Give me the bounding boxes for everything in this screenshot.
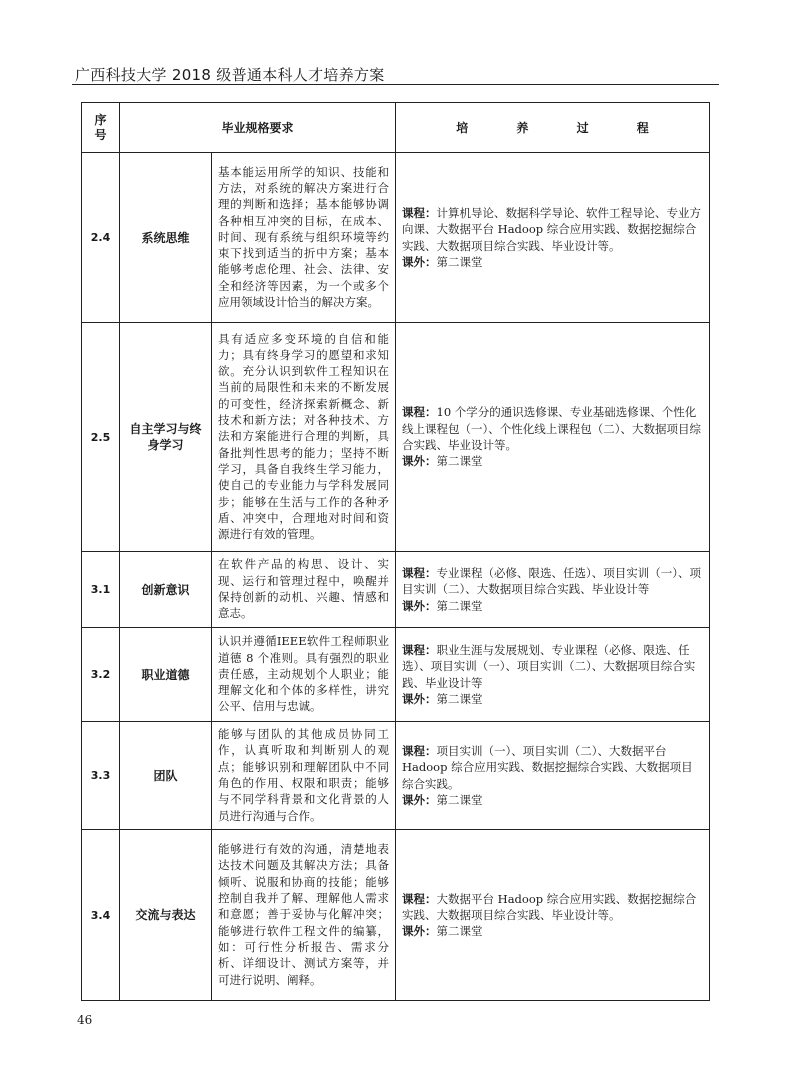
extra-line <box>402 254 703 270</box>
extra-text: 第二课堂 <box>436 454 483 469</box>
extra-line <box>402 691 703 707</box>
requirement-description: 在软件产品的构思、设计、实现、运行和管理过程中，唤醒并保持创新的动机、兴趣、情感和意志。 <box>212 552 396 628</box>
row-number: 2.5 <box>82 323 120 552</box>
extra-line <box>402 923 703 939</box>
extra-label: 课外： <box>402 254 437 269</box>
table-row <box>82 830 710 1001</box>
courses-line <box>402 642 703 691</box>
courses-line <box>402 891 703 924</box>
extra-label: 课外： <box>402 792 437 807</box>
courses-line <box>402 205 703 254</box>
table-row <box>82 153 710 323</box>
requirement-name: 系统思维 <box>120 153 212 323</box>
courses-line <box>402 404 703 453</box>
training-process <box>396 552 710 628</box>
courses-text: 计算机导论、数据科学导论、软件工程导论、专业方向课、大数据平台 Hadoop 综合应用实践、数据挖掘综合实践、大数据项目综合实践、毕业设计等。 <box>402 205 702 253</box>
training-process <box>396 153 710 323</box>
courses-text: 项目实训（一）、项目实训（二）、大数据平台 Hadoop 综合应用实践、数据挖掘综合实践、大数据项目综合实践。 <box>402 743 693 791</box>
courses-text: 专业课程（必修、限选、任选）、项目实训（一）、项目实训（二）、大数据项目综合实践、毕业设计等 <box>402 566 702 597</box>
extra-label: 课外： <box>402 691 437 706</box>
extra-label: 课外： <box>402 598 437 613</box>
requirement-name: 团队 <box>120 722 212 830</box>
courses-text: 大数据平台 Hadoop 综合应用实践、数据挖掘综合实践、大数据项目综合实践、毕业设计等。 <box>402 891 697 922</box>
requirement-name: 职业道德 <box>120 628 212 722</box>
extra-text: 第二课堂 <box>436 792 483 807</box>
header-rule <box>72 84 719 85</box>
extra-text: 第二课堂 <box>436 924 483 939</box>
requirement-description: 基本能运用所学的知识、技能和方法，对系统的解决方案进行合理的判断和选择；基本能够协调各种相互冲突的目标，在成本、时间、现有系统与组织环境等约束下找到适当的折中方案；基本能够考虑伦理、社会、法律、安全和经济等因素，为一个或多个应用领域设计恰当的解决方案。 <box>212 153 396 323</box>
training-requirements-table <box>81 102 710 1001</box>
requirement-name: 自主学习与终身学习 <box>120 323 212 552</box>
table-row <box>82 628 710 722</box>
course-label: 课程： <box>402 205 437 220</box>
page-header-title: 广西科技大学 2018 级普通本科人才培养方案 <box>75 66 385 84</box>
row-number: 3.3 <box>82 722 120 830</box>
table-row <box>82 722 710 830</box>
extra-line <box>402 453 703 469</box>
requirement-description: 能够进行有效的沟通，清楚地表达技术问题及其解决方法；具备倾听、说服和协商的技能；能够控制自我并了解、理解他人需求和意愿；善于妥协与化解冲突；能够进行软件工程文件的编纂，如：可行性分析报告、需求分析、详细设计、测试方案等，并可进行说明、阐释。 <box>212 830 396 1001</box>
extra-text: 第二课堂 <box>436 598 483 613</box>
training-process <box>396 628 710 722</box>
requirement-name: 交流与表达 <box>120 830 212 1001</box>
extra-label: 课外： <box>402 454 437 469</box>
courses-text: 10 个学分的通识选修课、专业基础选修课、个性化线上课程包（一）、个性化线上课程包（二）、大数据项目综合实践、毕业设计等。 <box>402 405 702 452</box>
requirement-description: 能够与团队的其他成员协同工作，认真听取和判断别人的观点；能够识别和理解团队中不同角色的作用、权限和职责；能够与不同学科背景和文化背景的人员进行沟通与合作。 <box>212 722 396 830</box>
table-row <box>82 323 710 552</box>
extra-line <box>402 792 703 808</box>
page-number: 46 <box>77 1013 93 1027</box>
row-number: 3.1 <box>82 552 120 628</box>
training-process <box>396 830 710 1001</box>
row-number: 3.4 <box>82 830 120 1001</box>
training-process <box>396 323 710 552</box>
courses-line <box>402 743 703 792</box>
training-process <box>396 722 710 830</box>
course-label: 课程： <box>402 642 437 657</box>
header-process-label: 培 养 过 程 <box>456 121 671 135</box>
row-number: 2.4 <box>82 153 120 323</box>
requirement-name: 创新意识 <box>120 552 212 628</box>
course-label: 课程： <box>402 743 437 758</box>
extra-label: 课外： <box>402 924 437 939</box>
course-label: 课程： <box>402 891 437 906</box>
requirement-description: 认识并遵循IEEE软件工程师职业道德 8 个准则。具有强烈的职业责任感，主动规划个人职业；能理解文化和个体的多样性，讲究公平、信用与忠诚。 <box>212 628 396 722</box>
course-label: 课程： <box>402 405 437 420</box>
row-number: 3.2 <box>82 628 120 722</box>
extra-line <box>402 598 703 614</box>
header-no-line2: 号 <box>94 127 107 142</box>
header-no-line1: 序 <box>94 112 107 127</box>
header-requirement: 毕业规格要求 <box>120 103 396 153</box>
courses-text: 职业生涯与发展规划、专业课程（必修、限选、任选）、项目实训（一）、项目实训（二）、大数据项目综合实践、毕业设计等 <box>402 642 696 690</box>
course-label: 课程： <box>402 566 437 581</box>
header-no <box>82 103 120 153</box>
table-row <box>82 552 710 628</box>
extra-text: 第二课堂 <box>436 254 483 269</box>
requirement-description: 具有适应多变环境的自信和能力；具有终身学习的愿望和求知欲。充分认识到软件工程知识在当前的局限性和未来的不断发展的可变性，经济探索新概念、新技术和新方法；对各种技术、方法和方案能进行合理的判断，具备批判性思考的能力；坚持不断学习，具备自我终生学习能力，使自己的专业能力与学科发展同步；能够在生活与工作的各种矛盾、冲突中，合理地对时间和资源进行有效的管理。 <box>212 323 396 552</box>
extra-text: 第二课堂 <box>436 691 483 706</box>
table-header-row <box>82 103 710 153</box>
courses-line <box>402 565 703 598</box>
header-process <box>396 103 710 153</box>
